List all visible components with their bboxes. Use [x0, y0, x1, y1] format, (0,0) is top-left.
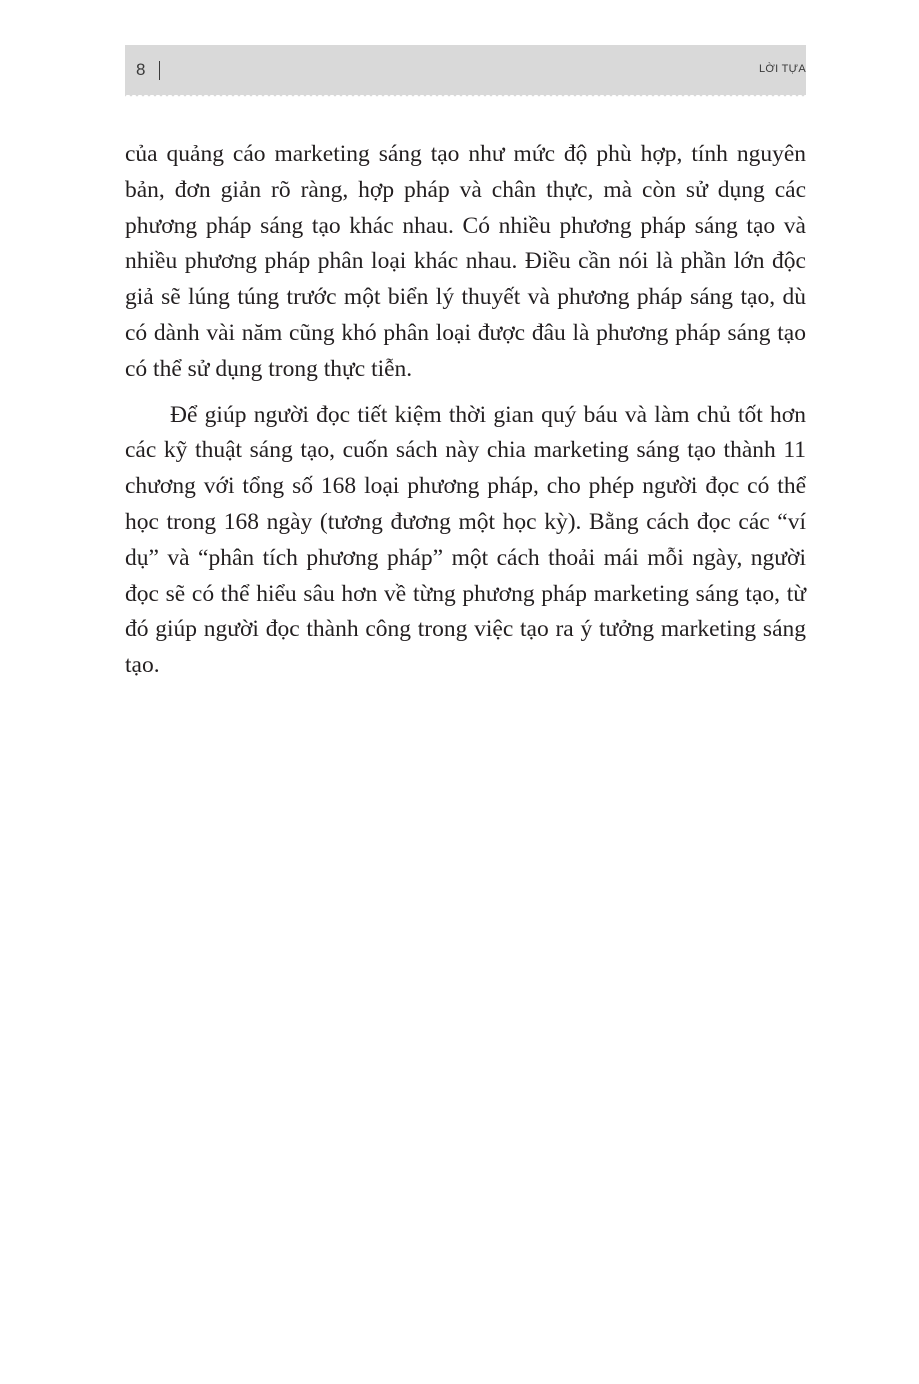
page-number: 8 [136, 60, 146, 79]
paragraph: Để giúp người đọc tiết kiệm thời gian quý báu và làm chủ tốt hơn các kỹ thuật sáng tạo, cuốn sách này chia marketing sáng tạo thành 11 chương với tổng số 168 loại phương pháp, cho phép người đọc có thể học trong 168 ngày (tương đương một học kỳ). Bằng cách đọc các “ví dụ” và “phân tích phương pháp” một cách thoải mái mỗi ngày, người đọc sẽ có thể hiểu sâu hơn về từng phương pháp marketing sáng tạo, từ đó giúp người đọc thành công trong việc tạo ra ý tưởng marketing sáng tạo. [125, 401, 806, 679]
header-divider [159, 61, 160, 80]
body-text [125, 137, 806, 684]
paragraph-continued: của quảng cáo marketing sáng tạo như mức độ phù hợp, tính nguyên bản, đơn giản rõ ràng, hợp pháp và chân thực, mà còn sử dụng các phương pháp sáng tạo khác nhau. Có nhiều phương pháp sáng tạo và nhiều phương pháp phân loại khác nhau. Điều cần nói là phần lớn độc giả sẽ lúng túng trước một biển lý thuyết và phương pháp sáng tạo, dù có dành vài năm cũng khó phân loại được đâu là phương pháp sáng tạo có thể sử dụng trong thực tiễn. [125, 141, 806, 382]
running-head: LỜI TỰA [758, 63, 806, 75]
page-header [125, 45, 806, 95]
